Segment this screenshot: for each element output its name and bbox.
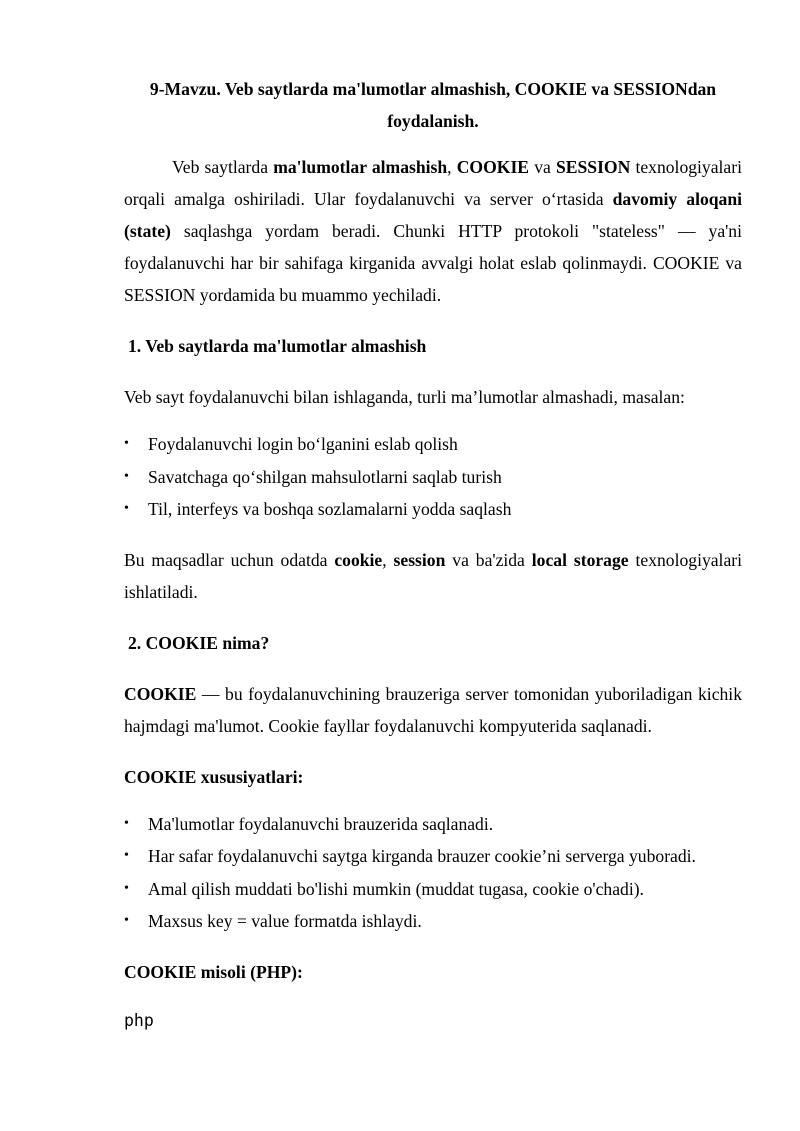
summary-bold-term: session: [393, 549, 446, 570]
section-1-summary: [124, 544, 742, 608]
intro-bold-term: COOKIE: [456, 157, 530, 177]
intro-bold-term: SESSION: [555, 157, 631, 177]
list-item: [124, 428, 742, 461]
summary-text: texnologiyalari ishlatiladi.: [124, 549, 743, 602]
list-item: [124, 461, 742, 494]
intro-text: texnologiyalari orqali amalga oshiriladi. Ular foydalanuvchi va server o‘rtasida: [124, 157, 742, 209]
document-title: [124, 73, 742, 137]
list-item: [124, 873, 742, 906]
list-item-text: Ma'lumotlar foydalanuvchi brauzerida saqlanadi.: [148, 813, 494, 834]
list-item: [124, 493, 742, 526]
code-language-label: php: [124, 1010, 154, 1030]
document-page: [124, 73, 742, 1037]
list-item: [124, 808, 742, 841]
summary-text: ,: [382, 549, 394, 570]
intro-text: Veb saytlarda: [172, 157, 274, 177]
list-item-text: Amal qilish muddati bo'lishi mumkin (muddat tugasa, cookie o'chadi).: [148, 878, 644, 899]
intro-text: ,: [447, 157, 457, 177]
summary-text: va ba'zida: [445, 549, 532, 570]
bullet-icon: •: [124, 501, 129, 516]
definition-bold-term: COOKIE: [124, 683, 197, 704]
intro-paragraph: [124, 151, 742, 311]
list-item-text: Til, interfeys va boshqa sozlamalarni yodda saqlash: [148, 499, 512, 519]
section-1-bullet-list: [124, 428, 742, 526]
section-1-lead: Veb sayt foydalanuvchi bilan ishlaganda, turli ma’lumotlar almashadi, masalan:: [124, 387, 685, 407]
summary-bold-term: local storage: [531, 549, 629, 570]
bullet-icon: •: [124, 815, 129, 831]
bullet-icon: •: [124, 913, 129, 928]
title-line-2: foydalanish.: [387, 111, 479, 131]
list-item-text: Maxsus key = value formatda ishlaydi.: [148, 911, 422, 931]
cookie-features-list: [124, 808, 742, 938]
list-item-text: Savatchaga qo‘shilgan mahsulotlarni saqlab turish: [148, 466, 502, 487]
cookie-features-heading: COOKIE xususiyatlari:: [124, 766, 304, 787]
title-line-1: 9-Mavzu. Veb saytlarda ma'lumotlar almashish, COOKIE va SESSIONdan: [149, 79, 717, 99]
intro-text: va: [529, 157, 556, 177]
list-item: [124, 840, 742, 873]
bullet-icon: •: [124, 880, 129, 896]
list-item-text: Foydalanuvchi login bo‘lganini eslab qolish: [148, 434, 458, 454]
bullet-icon: •: [124, 468, 129, 484]
intro-text: saqlashga yordam beradi. Chunki HTTP protokoli "stateless" — ya'ni foydalanuvchi har bir sahifaga kirganida avvalgi holat eslab qolinmaydi. COOKIE va SESSION yordamida bu muammo yechiladi.: [124, 221, 742, 305]
bullet-icon: •: [124, 436, 129, 451]
summary-text: Bu maqsadlar uchun odatda: [124, 549, 335, 570]
summary-bold-term: cookie: [334, 549, 383, 570]
intro-bold-term: ma'lumotlar almashish: [273, 157, 448, 177]
section-2-heading: 2. COOKIE nima?: [128, 632, 270, 653]
cookie-definition: [124, 678, 742, 742]
bullet-icon: •: [124, 848, 129, 863]
section-1-heading: 1. Veb saytlarda ma'lumotlar almashish: [128, 336, 427, 356]
list-item: [124, 905, 742, 938]
intro-bold-term: davomiy aloqani (state): [124, 189, 743, 241]
definition-text: — bu foydalanuvchining brauzeriga server tomonidan yuboriladigan kichik hajmdagi ma'lumot. Cookie fayllar foydalanuvchi kompyuterida saqlanadi.: [124, 683, 742, 736]
cookie-example-heading: COOKIE misoli (PHP):: [124, 961, 303, 982]
list-item-text: Har safar foydalanuvchi saytga kirganda brauzer cookie’ni serverga yuboradi.: [148, 846, 696, 866]
